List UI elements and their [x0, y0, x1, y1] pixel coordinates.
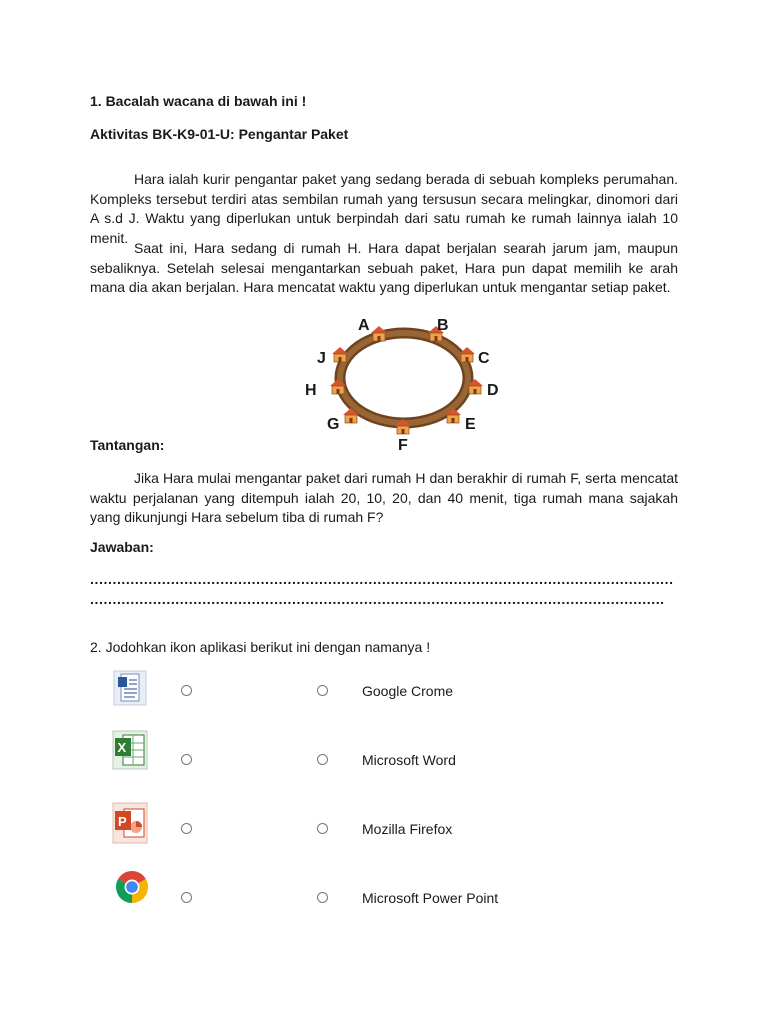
house-label-d: D [487, 382, 499, 399]
left-radio-2[interactable] [181, 754, 192, 765]
house-label-a: A [358, 317, 370, 334]
answer-label: Jawaban: [90, 539, 154, 555]
powerpoint-icon [112, 802, 148, 844]
answer-line-2[interactable]: ................................................................................................................................ [90, 592, 665, 606]
paragraph-1 [90, 170, 678, 248]
right-radio-1[interactable] [317, 685, 328, 696]
house-label-e: E [465, 416, 476, 433]
word-icon [113, 670, 147, 706]
option-microsoft-power-point: Microsoft Power Point [362, 890, 499, 906]
house-icon-j [332, 347, 348, 362]
answer-line-1[interactable]: .................................................................................................................................. [90, 572, 674, 586]
option-mozilla-firefox: Mozilla Firefox [362, 821, 453, 837]
house-icon-a [371, 326, 387, 341]
paragraph-2 [90, 239, 678, 298]
svg-text:P: P [118, 814, 127, 829]
left-radio-4[interactable] [181, 892, 192, 903]
right-radio-2[interactable] [317, 754, 328, 765]
paragraph-1-text: Hara ialah kurir pengantar paket yang sedang berada di sebuah kompleks perumahan. Kompleks tersebut terdiri atas sembilan rumah yang tersusun secara melingkar, dinomori dari A s.d J. Waktu yang diperlukan untuk berpindah dari satu rumah ke rumah lainnya ialah 10 menit. [90, 171, 678, 246]
paragraph-2-text: Saat ini, Hara sedang di rumah H. Hara dapat berjalan searah jarum jam, maupun sebaliknya. Setelah selesai mengantarkan sebuah paket, Hara pun dapat memilih ke arah mana dia akan berjalan. Hara mencatat waktu yang diperlukan untuk mengantar setiap paket. [90, 240, 678, 295]
house-label-g: G [327, 416, 340, 433]
q2-heading: 2. Jodohkan ikon aplikasi berikut ini dengan namanya ! [90, 639, 431, 655]
svg-text:X: X [117, 740, 127, 755]
option-microsoft-word: Microsoft Word [362, 752, 456, 768]
house-label-f: F [398, 437, 408, 454]
q1-heading: 1. Bacalah wacana di bawah ini ! [90, 93, 307, 109]
right-radio-3[interactable] [317, 823, 328, 834]
chrome-icon [115, 870, 149, 904]
challenge-text: Jika Hara mulai mengantar paket dari rumah H dan berakhir di rumah F, serta mencatat waktu perjalanan yang ditempuh ialah 20, 10, 20, dan 40 menit, tiga rumah mana sajakah yang dikunjungi Hara sebelum tiba di rumah F? [90, 470, 678, 525]
challenge-label: Tantangan: [90, 437, 165, 453]
house-label-j: J [317, 350, 326, 367]
excel-icon [112, 730, 148, 770]
house-label-b: B [437, 317, 449, 334]
option-google-crome: Google Crome [362, 683, 454, 699]
house-label-c: C [478, 350, 490, 367]
activity-title: Aktivitas BK-K9-01-U: Pengantar Paket [90, 126, 349, 142]
left-radio-3[interactable] [181, 823, 192, 834]
house-ring-diagram [300, 312, 520, 457]
right-radio-4[interactable] [317, 892, 328, 903]
house-label-h: H [305, 382, 317, 399]
house-icon-c [459, 347, 475, 362]
left-radio-1[interactable] [181, 685, 192, 696]
ring-highlight [340, 333, 468, 423]
challenge-paragraph [90, 469, 678, 528]
